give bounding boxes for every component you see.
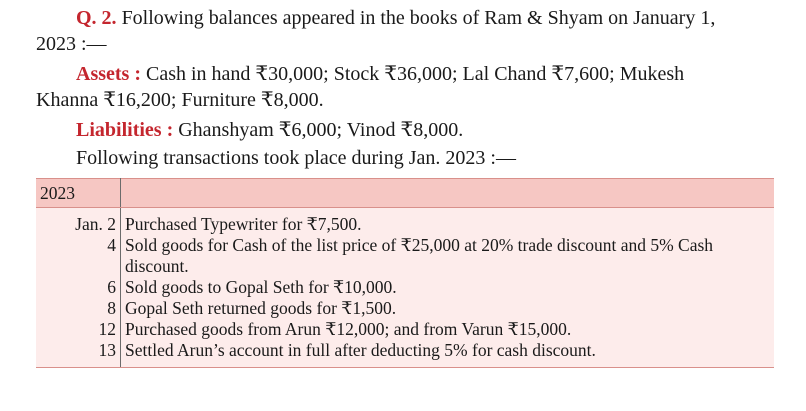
assets-line-2: Khanna ₹16,200; Furniture ₹8,000. [36, 89, 324, 111]
question-line-1 [76, 6, 715, 30]
table-header-row [36, 179, 774, 208]
assets-line-1 [76, 62, 684, 86]
question-number: Q. 2. [76, 7, 117, 29]
row-text: Gopal Seth returned goods for ₹1,500. [121, 298, 775, 319]
table-row [36, 235, 774, 277]
row-text-line-1: Sold goods for Cash of the list price of ₹25,000 at 20% trade discount and 5% Cash [125, 235, 714, 255]
table-row [36, 277, 774, 298]
transactions-intro: Following transactions took place during Jan. 2023 :— [76, 147, 516, 169]
assets-label: Assets : [76, 63, 141, 85]
row-date: 6 [36, 277, 121, 298]
row-text-line-2: discount. [125, 256, 189, 276]
question-line-2: 2023 :— [36, 33, 107, 55]
row-date: 4 [36, 235, 121, 277]
liabilities-text: Ghanshyam ₹6,000; Vinod ₹8,000. [178, 119, 464, 141]
row-text [121, 235, 775, 277]
table-header-blank [121, 179, 775, 208]
row-text: Sold goods to Gopal Seth for ₹10,000. [121, 277, 775, 298]
table-row [36, 208, 774, 236]
table-row [36, 340, 774, 368]
table-header-year: 2023 [36, 179, 121, 208]
row-date: Jan. 2 [36, 208, 121, 236]
transactions-table [36, 178, 774, 368]
row-text: Settled Arun’s account in full after deducting 5% for cash discount. [121, 340, 775, 368]
question-text-1: Following balances appeared in the books of Ram & Shyam on January 1, [121, 7, 716, 29]
row-text: Purchased Typewriter for ₹7,500. [121, 208, 775, 236]
row-text: Purchased goods from Arun ₹12,000; and from Varun ₹15,000. [121, 319, 775, 340]
table-row [36, 319, 774, 340]
table-row [36, 298, 774, 319]
row-date: 12 [36, 319, 121, 340]
row-date: 13 [36, 340, 121, 368]
row-date: 8 [36, 298, 121, 319]
assets-text-1: Cash in hand ₹30,000; Stock ₹36,000; Lal Chand ₹7,600; Mukesh [146, 63, 685, 85]
liabilities-label: Liabilities : [76, 119, 174, 141]
liabilities-line [76, 118, 463, 142]
